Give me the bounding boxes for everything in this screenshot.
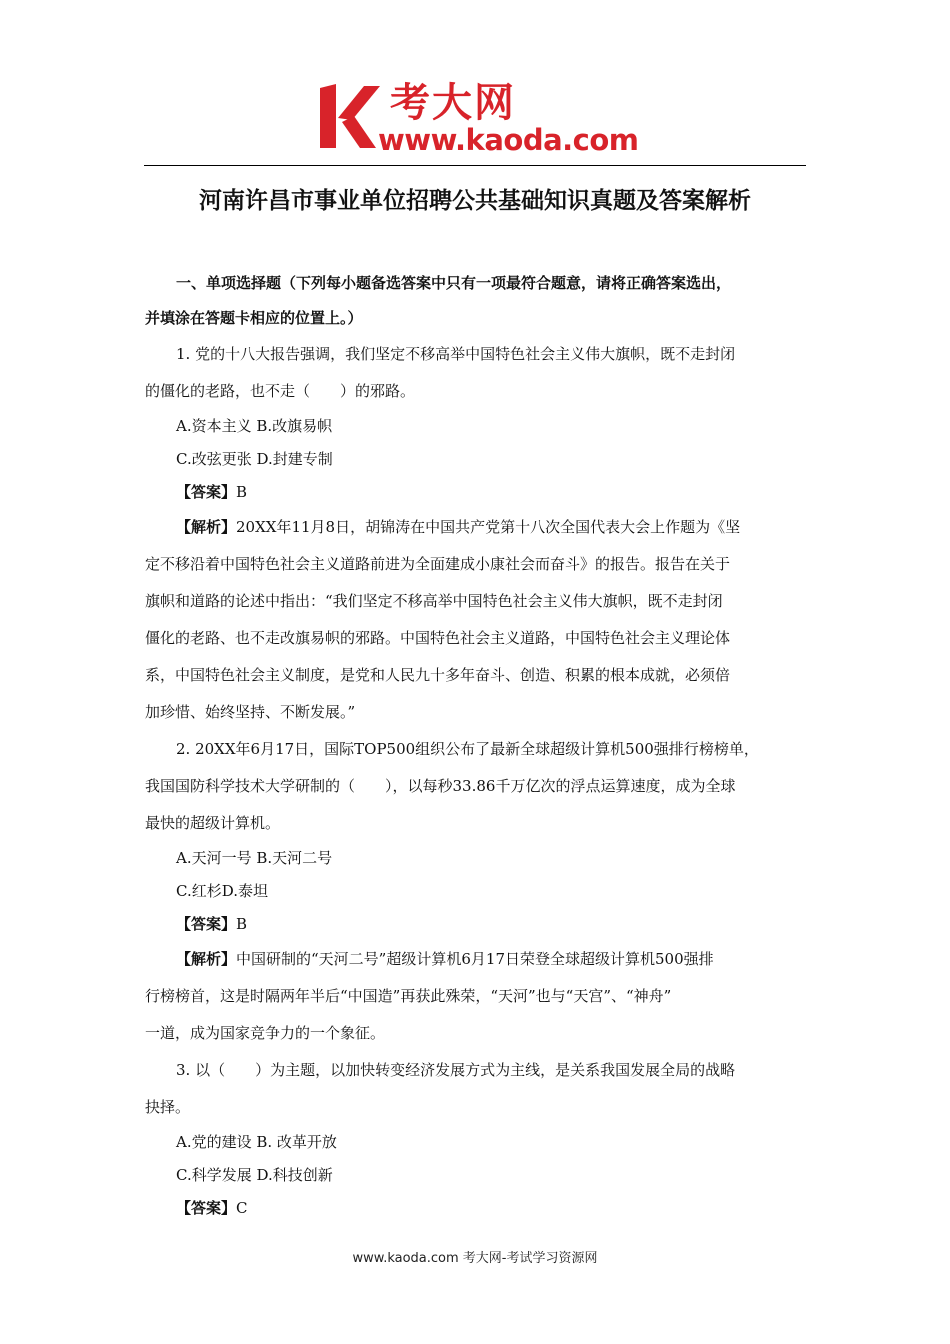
q3-stem-line1: 3. 以（ ）为主题，以加快转变经济发展方式为主线，是关系我国发展全局的战略 xyxy=(176,1061,736,1079)
q3-stem-line2: 抉择。 xyxy=(145,1098,191,1116)
q1-explanation-line3: 旗帜和道路的论述中指出：“我们坚定不移高举中国特色社会主义伟大旗帜，既不走封闭 xyxy=(145,592,723,610)
answer-value: C xyxy=(236,1199,248,1217)
section-heading-line2: 并填涂在答题卡相应的位置上。） xyxy=(145,309,363,327)
q3-answer xyxy=(145,1192,807,1225)
q1-explanation-line4: 僵化的老路、也不走改旗易帜的邪路。中国特色社会主义道路，中国特色社会主义理论体 xyxy=(145,629,731,647)
answer-label: 【答案】 xyxy=(176,483,237,501)
q2-stem-line3: 最快的超级计算机。 xyxy=(145,814,281,832)
q1-options-line2: C.改弦更张 D.封建专制 xyxy=(176,450,333,468)
header-divider xyxy=(144,165,806,166)
q1-explanation-line6: 加珍惜、始终坚持、不断发展。” xyxy=(145,703,356,721)
q1-explanation-line1: 【解析】20XX年11月8日，胡锦涛在中国共产党第十八次全国代表大会上作题为《坚 xyxy=(176,518,741,536)
q2-explanation-line1: 【解析】中国研制的“天河二号”超级计算机6月17日荣登全球超级计算机500强排 xyxy=(176,950,714,968)
logo-url-text: www.kaoda.com xyxy=(378,123,639,157)
section-heading-line1: 一、单项选择题（下列每小题备选答案中只有一项最符合题意，请将正确答案选出， xyxy=(176,274,732,292)
answer-label: 【答案】 xyxy=(176,1199,237,1217)
q2-stem-line1: 2. 20XX年6月17日，国际TOP500组织公布了最新全球超级计算机500强排行榜榜单， xyxy=(176,740,759,758)
q2-options-line1: A.天河一号 B.天河二号 xyxy=(176,849,333,867)
k-logo-icon xyxy=(318,82,380,152)
q1-stem-line1: 1. 党的十八大报告强调，我们坚定不移高举中国特色社会主义伟大旗帜，既不走封闭 xyxy=(176,345,736,363)
answer-value: B xyxy=(236,915,248,933)
q3-options-line2: C.科学发展 D.科技创新 xyxy=(176,1166,333,1184)
kaoda-logo xyxy=(318,80,638,158)
q1-answer xyxy=(145,476,807,509)
logo-chinese-text: 考大网 xyxy=(390,80,516,126)
q1-options-line1: A.资本主义 B.改旗易帜 xyxy=(176,417,333,435)
answer-value: B xyxy=(236,483,248,501)
answer-label: 【答案】 xyxy=(176,915,237,933)
page-footer: www.kaoda.com 考大网-考试学习资源网 xyxy=(352,1251,598,1266)
explanation-label: 【解析】 xyxy=(176,518,237,536)
document-title: 河南许昌市事业单位招聘公共基础知识真题及答案解析 xyxy=(199,187,751,214)
q2-answer xyxy=(145,908,807,941)
q1-explanation-line5: 系，中国特色社会主义制度，是党和人民九十多年奋斗、创造、积累的根本成就，必须倍 xyxy=(145,666,731,684)
q3-options-line1: A.党的建设 B. 改革开放 xyxy=(176,1133,337,1151)
document-body xyxy=(145,266,807,1225)
q2-options-line2: C.红杉D.泰坦 xyxy=(176,882,268,900)
q1-stem-line2: 的僵化的老路，也不走（ ）的邪路。 xyxy=(145,382,416,400)
q2-stem-line2: 我国国防科学技术大学研制的（ ），以每秒33.86千万亿次的浮点运算速度，成为全球 xyxy=(145,777,736,795)
explanation-label: 【解析】 xyxy=(176,950,237,968)
q2-explanation-line2: 行榜榜首，这是时隔两年半后“中国造”再获此殊荣，“天河”也与“天宫”、“神舟” xyxy=(145,987,672,1005)
q1-explanation-line2: 定不移沿着中国特色社会主义道路前进为全面建成小康社会而奋斗》的报告。报告在关于 xyxy=(145,555,731,573)
q2-explanation-line3: 一道，成为国家竞争力的一个象征。 xyxy=(145,1024,386,1042)
